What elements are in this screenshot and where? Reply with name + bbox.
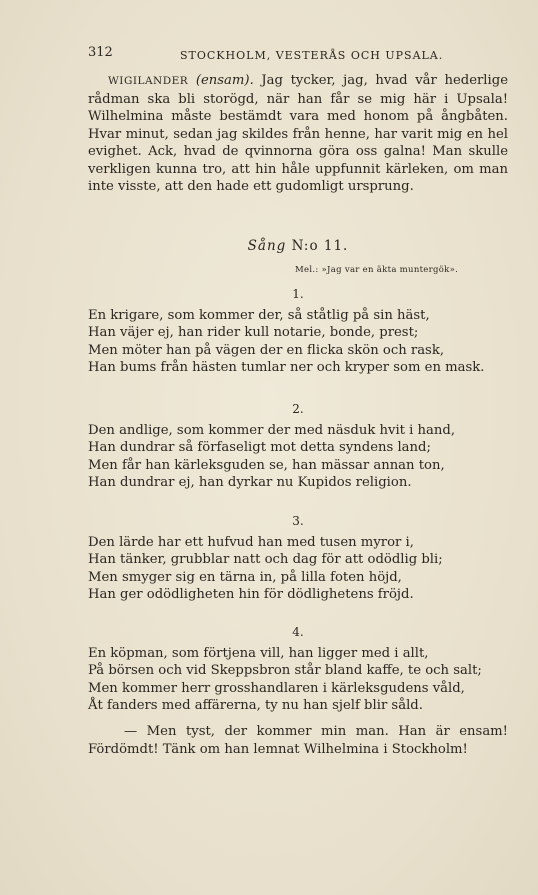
page-number: 312 xyxy=(88,45,113,60)
stanza-number: 1. xyxy=(292,287,304,301)
song-title-number: N:o 11. xyxy=(291,238,349,254)
song-title-word: Sång xyxy=(247,238,287,254)
verse-line: Han ger odödligheten hin för dödlighetens fröjd. xyxy=(88,587,414,603)
verse-line: Den lärde har ett hufvud han med tusen myror i, xyxy=(88,534,414,550)
stanza-1 xyxy=(88,286,508,377)
verse-line: En köpman, som förtjena vill, han ligger med i allt, xyxy=(88,645,429,661)
verse-line: En krigare, som kommer der, så ståtlig på sin häst, xyxy=(88,307,430,323)
stanza-number: 3. xyxy=(292,514,304,528)
stanza-number: 2. xyxy=(292,402,304,416)
verse-line: Men möter han på vägen der en flicka skön och rask, xyxy=(88,342,445,358)
song-title xyxy=(88,238,508,254)
monologue-text: Jag tycker, jag, hvad vår hederlige rådman ska bli storögd, när han får se mig här i Upsala! Wilhelmina måste bestämdt vara med honom på ångbåten. Hvar minut, sedan jag skildes från henne, har varit mig en hel evighet. Ack, hvad de qvinnorna göra oss galna! Man skulle verkligen kunna tro, att hin håle uppfunnit kärleken, om man inte visste, att den hade ett gudomligt ursprung. xyxy=(88,73,508,194)
stanza-3 xyxy=(88,513,508,604)
closing-text: — Men tyst, der kommer min man. Han är ensam! Fördömdt! Tänk om han lemnat Wilhelmina i Stockholm! xyxy=(88,724,508,757)
closing-paragraph xyxy=(88,723,508,758)
running-title: STOCKHOLM, VESTERÅS OCH UPSALA. xyxy=(180,49,444,62)
verse-line: Men får han kärleksguden se, han mässar annan ton, xyxy=(88,457,445,473)
stanza-number: 4. xyxy=(292,625,304,639)
verse-line: Han väjer ej, han rider kull notarie, bonde, prest; xyxy=(88,325,419,341)
monologue-paragraph xyxy=(88,72,508,196)
verse-line: Han dundrar så förfaseligt mot detta syndens land; xyxy=(88,440,431,456)
verse-line: Men kommer herr grosshandlaren i kärleksgudens våld, xyxy=(88,680,465,696)
verse-line: Han tänker, grubblar natt och dag för att odödlig bli; xyxy=(88,552,443,568)
verse-line: Den andlige, som kommer der med näsduk hvit i hand, xyxy=(88,422,456,438)
verse-line: Åt fanders med affärerna, ty nu han sjelf blir såld. xyxy=(88,698,423,714)
verse-line: Han dundrar ej, han dyrkar nu Kupidos religion. xyxy=(88,475,412,491)
verse-line: På börsen och vid Skeppsbron står bland kaffe, te och salt; xyxy=(88,663,482,679)
verse-line: Han bums från hästen tumlar ner och kryper som en mask. xyxy=(88,360,485,376)
stage-direction: (ensam). xyxy=(195,73,254,88)
stanza-2 xyxy=(88,401,508,492)
speaker-name: WIGILANDER xyxy=(108,75,189,87)
melody-note: Mel.: »Jag var en äkta muntergök». xyxy=(295,265,459,275)
stanza-4 xyxy=(88,624,508,715)
verse-line: Men smyger sig en tärna in, på lilla foten höjd, xyxy=(88,569,402,585)
